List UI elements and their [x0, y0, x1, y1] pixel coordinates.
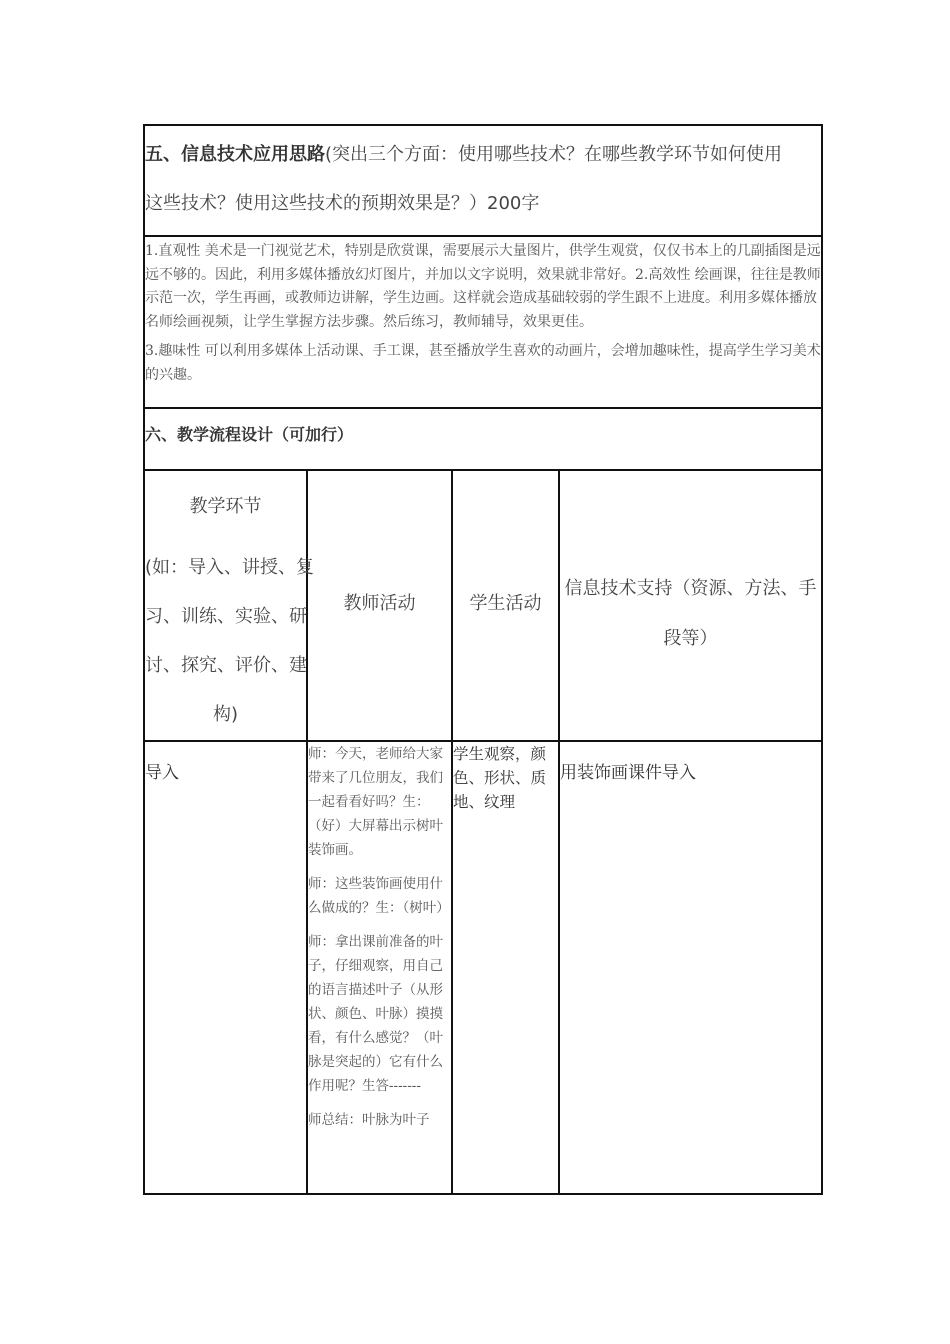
header-stage-line: 构) [212, 704, 239, 725]
teacher-paragraph: 师：这些装饰画使用什么做成的？生：（树叶） [308, 876, 450, 916]
header-it [560, 564, 821, 664]
row-teacher-activity [308, 742, 451, 1192]
section5-paragraph-2: 3.趣味性 可以利用多媒体上活动课、手工课，甚至播放学生喜欢的动画片，会增加趣味性，提高学生学习美术的兴趣。 [145, 343, 821, 383]
section5-paragraph-1: 1.直观性 美术是一门视觉艺术，特别是欣赏课，需要展示大量图片，供学生观赏，仅仅书本上的几副插图是远远不够的。因此，利用多媒体播放幻灯图片，并加以文字说明，效果就非常好。2.高效性 绘画课，往往是教师示范一次，学生再画，或教师边讲解，学生边画。这样就会造成基础较弱的学生跟不上进度。利用多媒体播放名师绘画视频，让学生掌握方法步骤。然后练习，教师辅导，效果更佳。 [145, 243, 821, 330]
teacher-paragraph: 师总结：叶脉为叶子 [308, 1112, 430, 1128]
divider [145, 235, 821, 237]
column-divider [451, 469, 453, 1193]
row-stage: 导入 [145, 763, 179, 783]
section6-title: 六、教学流程设计（可加行） [145, 425, 354, 444]
section5-subtitle-2: 这些技术？使用这些技术的预期效果是？）200字 [145, 193, 540, 214]
section5-header [145, 126, 821, 238]
row-it-support: 用装饰画课件导入 [560, 763, 696, 783]
divider [145, 469, 821, 471]
section5-body [145, 240, 821, 400]
main-table [143, 124, 823, 1195]
header-stage-line: 讨、探究、评价、建 [145, 655, 307, 676]
header-teacher: 教师活动 [343, 593, 416, 614]
header-stage-line: 教学环节 [189, 496, 262, 517]
header-stage [145, 482, 315, 739]
header-it-line: 信息技术支持（资源、方法、手 [564, 578, 817, 599]
header-stage-line: 习、训练、实验、研 [145, 606, 307, 627]
teacher-paragraph: 师：今天，老师给大家带来了几位朋友，我们一起看看好吗？生：（好）大屏幕出示树叶装饰画。 [308, 746, 443, 858]
header-student: 学生活动 [469, 593, 542, 614]
section5-title: 五、信息技术应用思路 [145, 144, 325, 165]
header-it-line: 段等） [663, 628, 718, 649]
header-stage-line: (如：导入、讲授、复 [145, 557, 315, 578]
divider [145, 407, 821, 409]
row-student-activity: 学生观察，颜色、形状、质地、纹理 [453, 745, 547, 811]
teacher-paragraph: 师：拿出课前准备的叶子，仔细观察，用自己的语言描述叶子（从形状、颜色、叶脉）摸摸看，有什么感觉？（叶脉是突起的）它有什么作用呢？生答------- [308, 934, 443, 1094]
section5-subtitle-1: (突出三个方面：使用哪些技术？在哪些教学环节如何使用 [325, 144, 783, 165]
